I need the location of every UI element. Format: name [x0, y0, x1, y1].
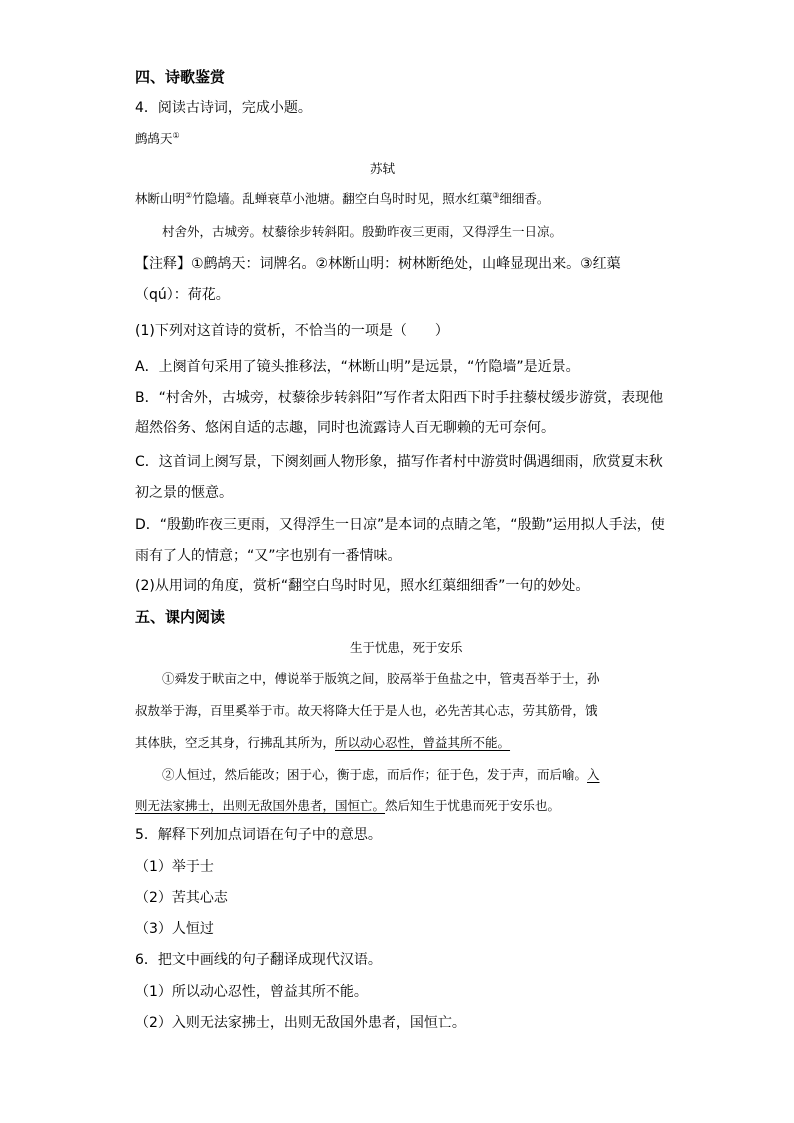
paragraph-2-line-2-plain: 然后知生于忧患而死于安乐也。 — [385, 798, 561, 813]
paragraph-1-line-1: ①舜发于畎亩之中，傅说举于版筑之间，胶鬲举于鱼盐之中，管夷吾举于士，孙 — [162, 671, 600, 686]
poem-author: 苏轼 — [370, 161, 396, 176]
question-4-stem: 4．阅读古诗词，完成小题。 — [135, 100, 312, 116]
poem-line-1-part-a: 林断山明 — [135, 191, 186, 206]
paragraph-2-line-1-plain: ②人恒过，然后能改；困于心，衡于虑，而后作；征于色，发于声，而后喻。 — [162, 767, 588, 782]
subquestion-1-stem: (1)下列对这首诗的赏析，不恰当的一项是（ ） — [135, 323, 449, 339]
footnote-marker: ② — [185, 190, 193, 200]
annotation-line-1: 【注释】①鹧鸪天：词牌名。②林断山明：树林断绝处，山峰显现出来。③红蕖 — [135, 256, 621, 272]
option-b-line-1: B．“村舍外，古城旁，杖藜徐步转斜阳”写作者太阳西下时手拄藜杖缓步游赏，表现他 — [135, 390, 664, 406]
annotation-line-2: （qú）：荷花。 — [135, 287, 230, 303]
paragraph-1-line-3 — [135, 734, 510, 752]
paragraph-1-line-2: 叔敖举于海，百里奚举于市。故天将降大任于是人也，必先苦其心志，劳其筋骨，饿 — [135, 703, 598, 718]
footnote-marker: ③ — [492, 190, 500, 200]
paragraph-1-line-3-plain: 其体肤，空乏其身，行拂乱其所为， — [135, 735, 336, 750]
question-5-item-3: （3）人恒过 — [135, 921, 214, 937]
option-d-line-2: 雨有了人的情意；“又”字也别有一番情味。 — [135, 548, 402, 564]
poem-line-1-part-b: 竹隐墙。乱蝉衰草小池塘。翻空白鸟时时见，照水红蕖 — [192, 191, 493, 206]
text-title: 生于忧患，死于安乐 — [350, 640, 463, 655]
option-a: A．上阕首句采用了镜头推移法，“林断山明”是远景，“竹隐墙”是近景。 — [135, 359, 580, 375]
question-6-stem: 6．把文中画线的句子翻译成现代汉语。 — [135, 952, 382, 968]
section-heading-poetry: 四、诗歌鉴赏 — [135, 68, 226, 86]
question-5-item-1: （1）举于士 — [135, 859, 214, 875]
underlined-sentence-2-start: 入 — [587, 767, 600, 782]
subquestion-2-stem: (2)从用词的角度，赏析“翻空白鸟时时见，照水红蕖细细香”一句的妙处。 — [135, 578, 590, 594]
section-heading-reading: 五、课内阅读 — [135, 608, 226, 626]
underlined-sentence-1: 所以动心忍性，曾益其所不能。 — [335, 735, 511, 750]
poem-line-1-part-c: 细细香。 — [499, 191, 550, 206]
question-6-item-2: （2）入则无法家拂士，出则无敌国外患者，国恒亡。 — [135, 1015, 466, 1031]
option-c-line-1: C．这首词上阕写景，下阕刻画人物形象，描写作者村中游赏时偶遇细雨，欣赏夏末秋 — [135, 454, 663, 470]
question-6-item-1: （1）所以动心忍性，曾益其所不能。 — [135, 984, 368, 1000]
option-c-line-2: 初之景的惬意。 — [135, 485, 233, 501]
option-d-line-1: D．“殷勤昨夜三更雨，又得浮生一日凉”是本词的点睛之笔，“殷勤”运用拟人手法，使 — [135, 517, 665, 533]
paragraph-2-line-1 — [162, 766, 600, 784]
footnote-marker: ① — [172, 130, 180, 140]
poem-line-1 — [135, 190, 549, 208]
question-5-item-2: （2）苦其心志 — [135, 890, 228, 906]
question-5-stem: 5．解释下列加点词语在句子中的意思。 — [135, 827, 382, 843]
poem-title-text: 鹧鸪天 — [135, 131, 173, 146]
underlined-sentence-2-end: 则无法家拂士，出则无敌国外患者，国恒亡。 — [135, 798, 386, 813]
poem-title — [135, 130, 180, 148]
poem-line-2: 村舍外，古城旁。杖藜徐步转斜阳。殷勤昨夜三更雨，又得浮生一日凉。 — [162, 224, 563, 239]
option-b-line-2: 超然俗务、悠闲自适的志趣，同时也流露诗人百无聊赖的无可奈何。 — [135, 420, 555, 436]
paragraph-2-line-2 — [135, 797, 560, 815]
